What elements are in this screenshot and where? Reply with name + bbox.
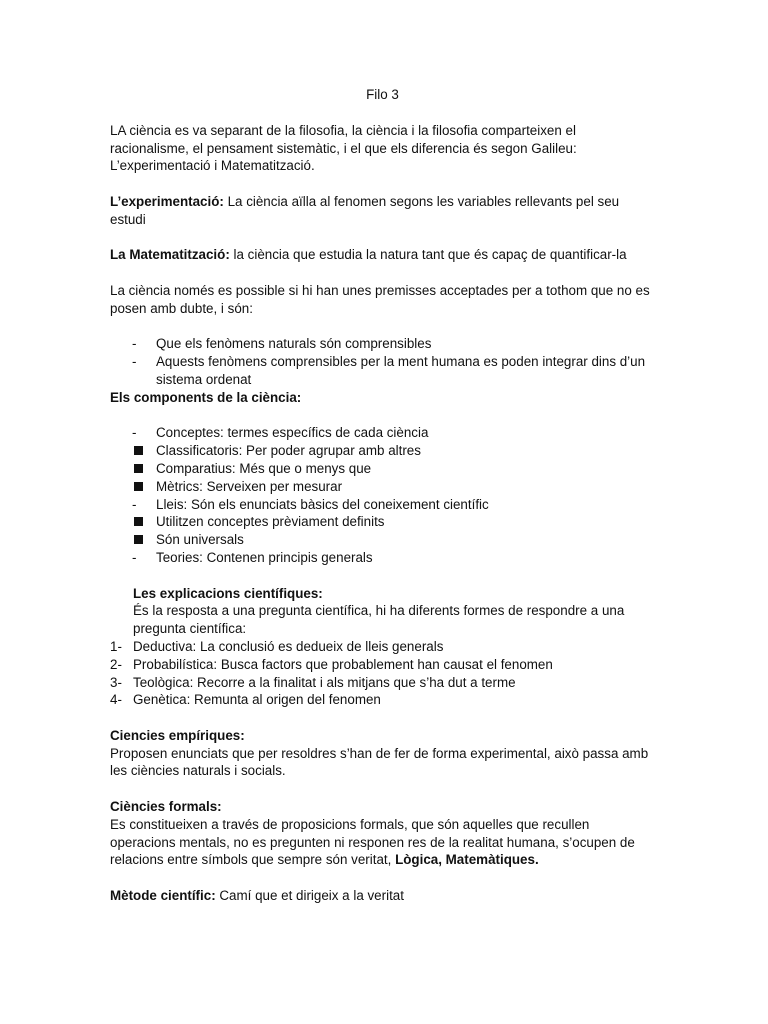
formals-heading: Ciències formals: [110, 799, 222, 815]
number-marker: 3- [110, 674, 122, 690]
document-title: Filo 3 [366, 87, 399, 102]
list-item: - Aquests fenòmens comprensibles per la ment humana es poden integrar dins d’un sistema ordenat [132, 354, 646, 387]
square-bullet-icon [134, 464, 143, 473]
square-bullet-icon [134, 446, 143, 455]
list-item: Comparatius: Més que o menys que [110, 460, 655, 478]
intro-paragraph: LA ciència es va separant de la filosofia, la ciència i la filosofia comparteixen el racionalisme, el pensament sistemàtic, i el que els diferencia és segon Galileu: L’experimentació i Matematització. [110, 122, 577, 174]
list-item: - Que els fenòmens naturals són comprensibles [132, 336, 432, 352]
square-bullet-icon [134, 517, 143, 526]
list-item: Mètrics: Serveixen per mesurar [110, 478, 655, 496]
list-item: 2- Probabilística: Busca factors que probablement han causat el fenomen [110, 656, 553, 672]
experimentacio-text: La ciència aïlla al fenomen segons les variables rellevants pel seu estudi [110, 193, 620, 227]
explicacions-heading: Les explicacions científiques: [133, 585, 323, 601]
explicacions-list [110, 638, 655, 709]
matematitzacio-text: la ciència que estudia la natura tant que és capaç de quantificar-la [229, 247, 627, 263]
matematitzacio-paragraph [110, 246, 655, 264]
list-item: 1- Deductiva: La conclusió es dedueix de lleis generals [110, 638, 444, 654]
dash-marker: - [132, 549, 137, 565]
components-heading: Els components de la ciència: [110, 389, 302, 405]
premisses-paragraph: La ciència només es possible si hi han unes premisses acceptades per a tothom que no es posen amb dubte, i són: [110, 282, 650, 316]
list-item: - Lleis: Són els enunciats bàsics del coneixement científic [132, 496, 489, 512]
matematitzacio-term: La Matematització: [110, 247, 230, 263]
square-bullet-icon [134, 535, 143, 544]
list-item: 3- Teològica: Recorre a la finalitat i als mitjans que s’ha dut a terme [110, 674, 516, 690]
metode-paragraph [110, 887, 655, 905]
square-bullet-icon [134, 482, 143, 491]
explicacions-text: És la resposta a una pregunta científica, hi ha diferents formes de respondre a una pregunta científica: [133, 603, 625, 637]
empiriques-heading: Ciencies empíriques: [110, 727, 245, 743]
dash-marker: - [132, 496, 137, 512]
number-marker: 1- [110, 638, 122, 654]
list-item: - Teories: Contenen principis generals [132, 549, 373, 565]
experimentacio-paragraph [110, 193, 655, 229]
document-page [110, 86, 655, 905]
list-item: Classificatoris: Per poder agrupar amb altres [110, 442, 655, 460]
number-marker: 4- [110, 692, 122, 708]
dash-marker: - [132, 354, 137, 370]
empiriques-text: Proposen enunciats que per resoldres s’han de fer de forma experimental, això passa amb les ciències naturals i socials. [110, 745, 649, 779]
components-list [110, 424, 655, 566]
dash-marker: - [132, 336, 137, 352]
experimentacio-term: L’experimentació: [110, 193, 224, 209]
premisses-list [110, 335, 655, 388]
dash-marker: - [132, 425, 137, 441]
list-item: Utilitzen conceptes prèviament definits [110, 513, 655, 531]
formals-bold: Lògica, Matemàtiques. [395, 852, 539, 868]
metode-term: Mètode científic: [110, 888, 216, 904]
number-marker: 2- [110, 656, 122, 672]
list-item: - Conceptes: termes específics de cada ciència [132, 425, 429, 441]
metode-text: Camí que et dirigeix a la veritat [215, 888, 404, 904]
list-item: 4- Genètica: Remunta al origen del fenomen [110, 692, 381, 708]
list-item: Són universals [110, 531, 655, 549]
formals-text: Es constitueixen a través de proposicions formals, que són aquelles que recullen operacions mentals, no es pregunten ni responen res de la realitat humana, s’ocupen de relacions entre símbols que sempre són veritat, Lògica, Matemàtiques. [110, 816, 635, 868]
explicacions-section [110, 585, 655, 638]
